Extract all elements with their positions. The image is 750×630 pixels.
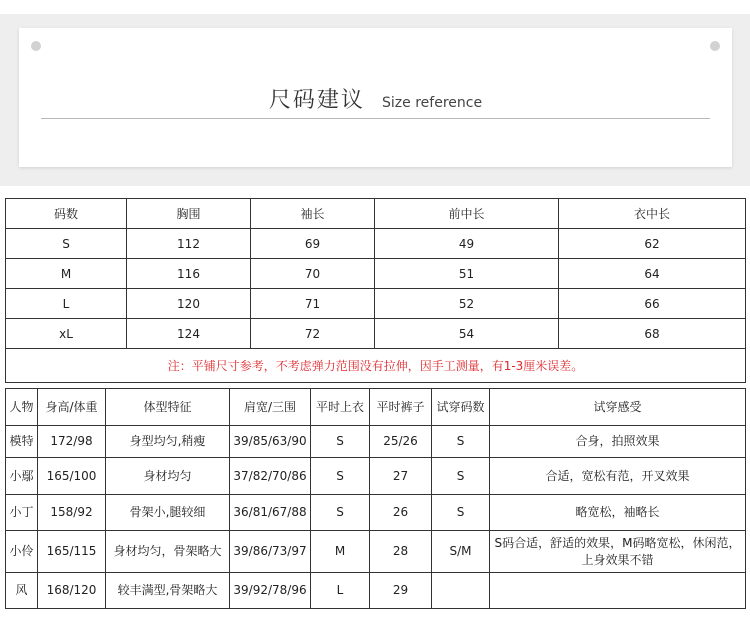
table-cell: S	[311, 426, 370, 458]
table-cell	[432, 573, 490, 609]
table-cell: 略宽松，袖略长	[490, 495, 746, 531]
header-cell: 码数	[6, 199, 127, 229]
table-cell: 54	[375, 319, 559, 349]
table-cell: 身材均匀，骨架略大	[106, 531, 230, 573]
table-cell: 64	[559, 259, 746, 289]
header-cell: 试穿码数	[432, 389, 490, 426]
table-cell: 骨架小,腿较细	[106, 495, 230, 531]
table-cell: 51	[375, 259, 559, 289]
table-cell: L	[6, 289, 127, 319]
table-cell: 合适，宽松有范，开叉效果	[490, 458, 746, 495]
table-cell: S	[311, 495, 370, 531]
header-cell: 试穿感受	[490, 389, 746, 426]
table-cell: 39/85/63/90	[230, 426, 311, 458]
table-cell: 小鄢	[6, 458, 38, 495]
table-cell: 36/81/67/88	[230, 495, 311, 531]
table-cell: M	[311, 531, 370, 573]
table-cell	[490, 573, 746, 609]
table-cell: 39/92/78/96	[230, 573, 311, 609]
table-cell: xL	[6, 319, 127, 349]
table-cell: 39/86/73/97	[230, 531, 311, 573]
table-cell: 168/120	[38, 573, 106, 609]
header-cell: 袖长	[251, 199, 375, 229]
header-cell: 身高/体重	[38, 389, 106, 426]
table-cell: 158/92	[38, 495, 106, 531]
table-cell: 165/115	[38, 531, 106, 573]
banner-card	[19, 28, 732, 167]
header-cell: 肩宽/三围	[230, 389, 311, 426]
table-cell: 29	[370, 573, 432, 609]
table-cell: M	[6, 259, 127, 289]
table-row	[6, 319, 746, 349]
header-cell: 人物	[6, 389, 38, 426]
table-cell: 身材均匀	[106, 458, 230, 495]
table-row	[6, 531, 746, 573]
table-cell: 124	[127, 319, 251, 349]
table-cell: 风	[6, 573, 38, 609]
table-cell: 身型均匀,稍瘦	[106, 426, 230, 458]
table-row	[6, 458, 746, 495]
table-cell: 25/26	[370, 426, 432, 458]
table-row	[6, 289, 746, 319]
table-cell: 合身，拍照效果	[490, 426, 746, 458]
table-cell: 较丰满型,骨架略大	[106, 573, 230, 609]
table-cell: 27	[370, 458, 432, 495]
table-cell: 66	[559, 289, 746, 319]
table-cell: 模特	[6, 426, 38, 458]
table-cell: 69	[251, 229, 375, 259]
pin-right-icon	[710, 41, 720, 51]
table-row	[6, 229, 746, 259]
table-cell: 172/98	[38, 426, 106, 458]
header-cell: 前中长	[375, 199, 559, 229]
title-chinese: 尺码建议	[268, 88, 365, 113]
title-divider	[41, 118, 710, 119]
table-cell: 28	[370, 531, 432, 573]
table-cell: 26	[370, 495, 432, 531]
table-cell: S码合适，舒适的效果，M码略宽松，休闲范，上身效果不错	[490, 531, 746, 573]
header-cell: 胸围	[127, 199, 251, 229]
table-cell: 72	[251, 319, 375, 349]
table-cell: S	[311, 458, 370, 495]
table-cell: 52	[375, 289, 559, 319]
table-cell: S	[432, 426, 490, 458]
table-cell: 37/82/70/86	[230, 458, 311, 495]
table-row	[6, 573, 746, 609]
title-english: Size reference	[382, 95, 483, 111]
table-cell: 116	[127, 259, 251, 289]
size-table	[5, 198, 746, 383]
measurement-note: 注：平铺尺寸参考，不考虑弹力范围没有拉伸，因手工测量，有1-3厘米误差。	[6, 349, 746, 383]
table-cell: 49	[375, 229, 559, 259]
header-cell: 体型特征	[106, 389, 230, 426]
header-cell: 平时上衣	[311, 389, 370, 426]
table-row	[6, 495, 746, 531]
table-cell: 71	[251, 289, 375, 319]
table-cell: S	[432, 495, 490, 531]
banner-title	[19, 83, 732, 114]
table-cell: S	[6, 229, 127, 259]
header-cell: 平时裤子	[370, 389, 432, 426]
size-table-header	[6, 199, 746, 229]
pin-left-icon	[31, 41, 41, 51]
table-row	[6, 259, 746, 289]
table-cell: S	[432, 458, 490, 495]
note-row	[6, 349, 746, 383]
header-cell: 衣中长	[559, 199, 746, 229]
table-cell: 120	[127, 289, 251, 319]
table-cell: 112	[127, 229, 251, 259]
table-cell: L	[311, 573, 370, 609]
table-cell: 68	[559, 319, 746, 349]
fit-table	[5, 388, 746, 609]
table-cell: S/M	[432, 531, 490, 573]
table-cell: 70	[251, 259, 375, 289]
fit-table-header	[6, 389, 746, 426]
table-cell: 165/100	[38, 458, 106, 495]
table-cell: 小丁	[6, 495, 38, 531]
table-row	[6, 426, 746, 458]
table-cell: 小伶	[6, 531, 38, 573]
table-cell: 62	[559, 229, 746, 259]
